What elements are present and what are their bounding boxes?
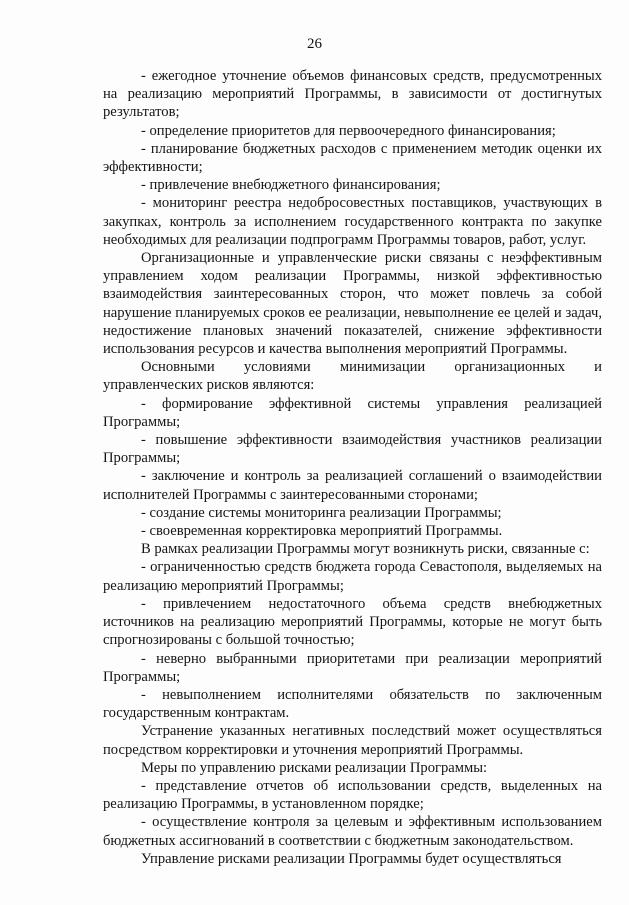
paragraph: - представление отчетов об использовании средств, выделенных на реализацию Программы, в установленном порядке; (103, 777, 602, 813)
paragraph: - определение приоритетов для первоочередного финансирования; (141, 122, 556, 139)
paragraph: - невыполнением исполнителями обязательств по заключенным государственным контрактам. (103, 686, 602, 722)
paragraph: Организационные и управленческие риски связаны с неэффективным управлением ходом реализации Программы, низкой эффективностью взаимодействия заинтересованных сторон, что может повлечь за собой нарушение планируемых сроков ее реализации, невыполнение ее целей и задач, недостижение плановых значений показателей, снижение эффективности использования ресурсов и качества выполнения мероприятий Программы. (103, 250, 602, 358)
paragraph: - планирование бюджетных расходов с применением методик оценки их эффективности; (103, 140, 602, 176)
paragraph: - неверно выбранными приоритетами при реализации мероприятий Программы; (103, 650, 602, 685)
paragraph: - формирование эффективной системы управления реализацией Программы; (103, 395, 602, 430)
paragraph: - осуществление контроля за целевым и эффективным использованием бюджетных ассигнований в соответствии с бюджетным законодательством. (103, 814, 602, 849)
paragraph: Основными условиями минимизации организационных и управленческих рисков являются: (103, 359, 602, 394)
paragraph: - создание системы мониторинга реализации Программы; (141, 504, 502, 521)
document-body (103, 67, 602, 868)
page-number: 26 (307, 36, 322, 52)
paragraph: - привлечением недостаточного объема средств внебюджетных источников на реализацию мероприятий Программы, которые не могут быть спрогнозированы с большой точностью; (103, 595, 602, 649)
paragraph: - своевременная корректировка мероприятий Программы. (141, 523, 503, 540)
paragraph: - заключение и контроль за реализацией соглашений о взаимодействии исполнителей Программы с заинтересованными сторонами; (103, 468, 602, 503)
paragraph: Устранение указанных негативных последствий может осуществляться посредством корректировки и уточнения мероприятий Программы. (103, 723, 602, 758)
paragraph: - ограниченностью средств бюджета города Севастополя, выделяемых на реализацию мероприятий Программы; (103, 559, 602, 594)
paragraph: - мониторинг реестра недобросовестных поставщиков, участвующих в закупках, контроль за исполнением государственного контракта по закупке необходимых для реализации подпрограмм Программы товаров, работ, услуг. (103, 195, 602, 248)
paragraph: - ежегодное уточнение объемов финансовых средств, предусмотренных на реализацию мероприятий Программы, в зависимости от достигнутых результатов; (103, 68, 602, 121)
paragraph: Меры по управлению рисками реализации Программы: (141, 759, 488, 776)
paragraph: Управление рисками реализации Программы будет осуществляться (141, 850, 562, 867)
paragraph: В рамках реализации Программы могут возникнуть риски, связанные с: (141, 541, 590, 558)
paragraph: - повышение эффективности взаимодействия участников реализации Программы; (103, 432, 602, 467)
paragraph: - привлечение внебюджетного финансирования; (141, 177, 441, 194)
